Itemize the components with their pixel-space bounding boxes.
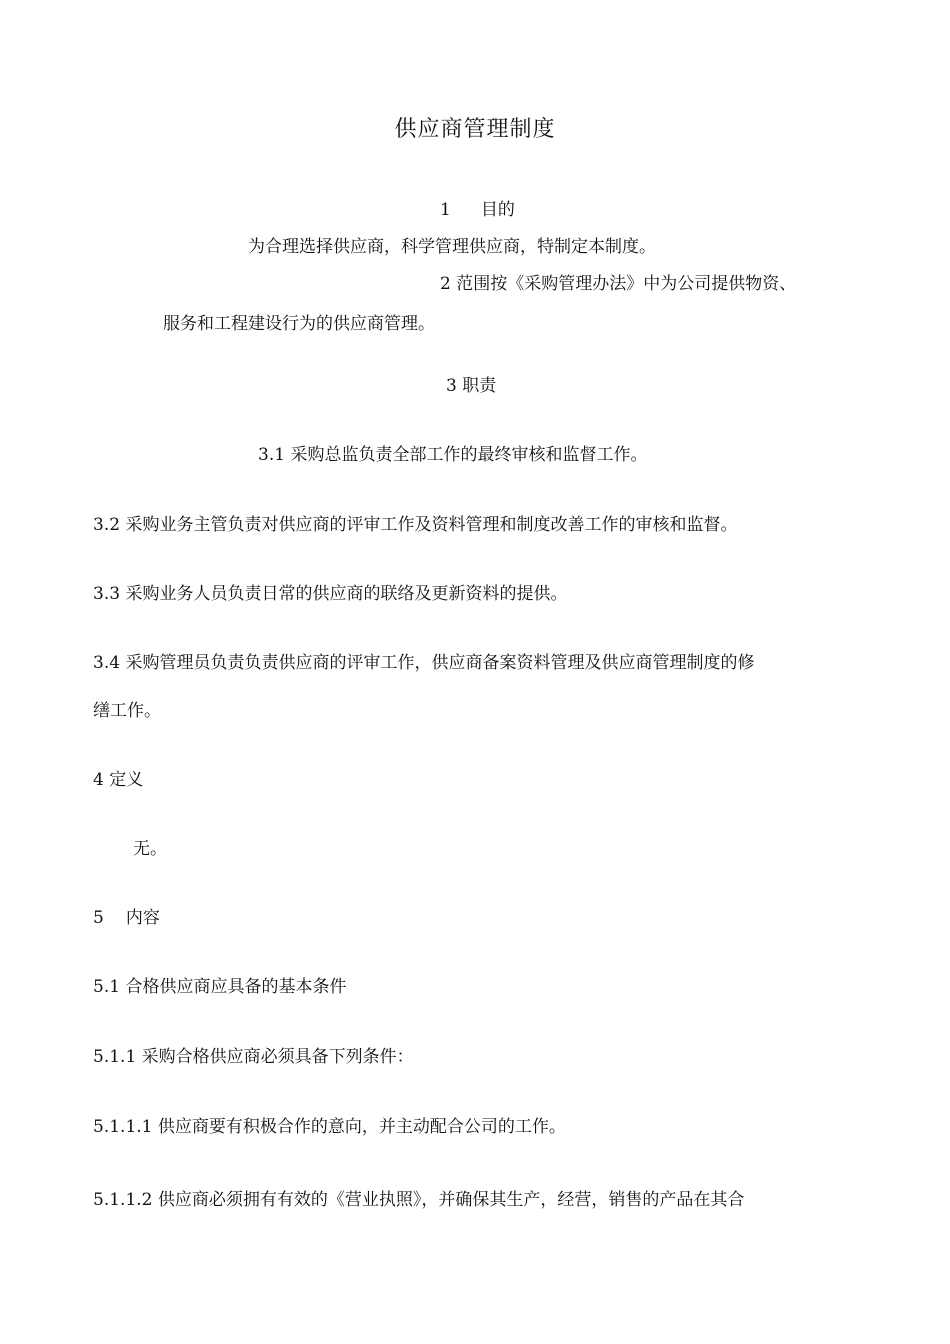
section-3-4-line-2: 缮工作。 [93,701,161,721]
section-1-heading [440,198,515,222]
section-4-heading: 4 定义 [93,770,144,790]
section-3-2: 3.2 采购业务主管负责对供应商的评审工作及资料管理和制度改善工作的审核和监督。 [93,515,738,535]
section-1-number: 1 [440,200,451,220]
section-5-1-1-2: 5.1.1.2 供应商必须拥有有效的《营业执照》，并确保其生产，经营，销售的产品在其合 [93,1190,745,1210]
section-3-3: 3.3 采购业务人员负责日常的供应商的联络及更新资料的提供。 [93,584,568,604]
section-5-number: 5 [93,908,104,928]
section-5-1-1-1: 5.1.1.1 供应商要有积极合作的意向，并主动配合公司的工作。 [93,1117,566,1137]
section-5-title: 内容 [125,908,160,928]
section-1-title: 目的 [480,200,515,220]
section-3-heading: 3 职责 [446,376,497,396]
section-2-line-2: 服务和工程建设行为的供应商管理。 [163,314,435,334]
section-4-body: 无。 [133,839,167,859]
section-1-body: 为合理选择供应商，科学管理供应商，特制定本制度。 [248,237,656,257]
document-title: 供应商管理制度 [394,117,556,142]
section-5-1-1: 5.1.1 采购合格供应商必须具备下列条件： [93,1047,414,1067]
section-2-line-1: 2 范围按《采购管理办法》中为公司提供物资、 [440,274,797,294]
section-5-1: 5.1 合格供应商应具备的基本条件 [93,977,347,997]
section-3-4-line-1: 3.4 采购管理员负责负责供应商的评审工作，供应商备案资料管理及供应商管理制度的修 [93,653,755,673]
section-3-1: 3.1 采购总监负责全部工作的最终审核和监督工作。 [258,445,648,465]
section-5-heading [93,906,160,930]
